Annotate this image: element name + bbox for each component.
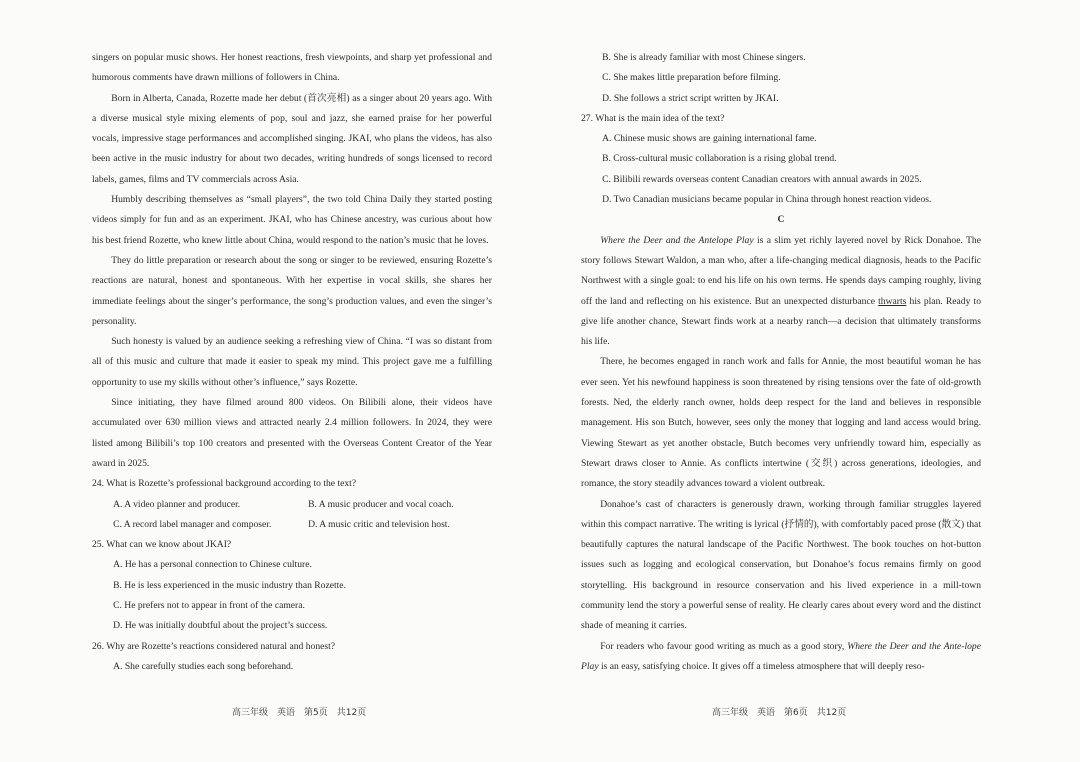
passage-b-paragraph-1: singers on popular music shows. Her honest reactions, fresh viewpoints, and sharp yet professional and humorous comments have drawn millions of followers in China. — [92, 52, 492, 84]
section-heading-c: C — [777, 214, 785, 226]
question-25: 25. What can we know about JKAI? — [92, 539, 232, 551]
question-24-options-ab — [92, 495, 492, 515]
book-title-repeat: Where the Deer and the Ante-lope Play — [581, 640, 981, 672]
question-26-option-b: B. She is already familiar with most Chinese singers. — [602, 52, 806, 63]
book-title: Where the Deer and the Antelope Play — [600, 234, 754, 246]
page-footer-right: 高三年级 英语 第6页 共12页 — [712, 708, 847, 718]
passage-b-paragraph-5: Such honesty is valued by an audience seeking a refreshing view of China. “I was so distant from all of this music and culture that made it easier to speak my mind. This project gave me a fulfilling opportunity to use my skills without other’s influence,” says Rozette. — [92, 336, 492, 388]
question-24-option-b: B. A music producer and vocal coach. — [308, 498, 454, 510]
passage-c-paragraph-1 — [581, 231, 981, 353]
question-25-option-d: D. He was initially doubtful about the project’s success. — [113, 620, 328, 632]
question-27-option-a: A. Chinese music shows are gaining international fame. — [602, 133, 817, 145]
passage-c-paragraph-2: There, he becomes engaged in ranch work and falls for Annie, the most beautiful woman he has ever seen. Yet his newfound happiness is soon threatened by rising tensions over the fate of old-growth forests. Ned, the elderly ranch owner, holds deep respect for the land and believes in responsible management. His son Butch, however, sees only the money that logging and land access would bring. Viewing Stewart as yet another obstacle, Butch becomes very unfriendly toward him, especially as Stewart draws closer to Annie. As conflicts intertwine (交织) across generations, ideologies, and romance, the story steadily advances toward a violent outbreak. — [581, 356, 981, 490]
passage-c-paragraph-1-end: his plan. Ready to give life another chance, Stewart finds work at a nearby ranch—a decision that ultimately transforms his life. — [581, 295, 981, 348]
left-page-column — [92, 48, 492, 677]
passage-b-paragraph-2: Born in Alberta, Canada, Rozette made her debut (首次亮相) as a singer about 20 years ago. With a diverse musical style mixing elements of pop, soul and jazz, she earned praise for her powerful vocals, impressive stage performances and accomplished singing. JKAI, who plans the videos, has also been active in the music industry for about two decades, writing hundreds of songs licensed to record labels, games, films and TV commercials across Asia. — [92, 92, 492, 185]
question-26-option-c: C. She makes little preparation before filming. — [602, 72, 781, 84]
underlined-word: thwarts — [878, 295, 907, 307]
passage-c-paragraph-4 — [581, 637, 981, 678]
question-26-option-a: A. She carefully studies each song beforehand. — [113, 660, 294, 672]
page-footer-left: 高三年级 英语 第5页 共12页 — [232, 708, 367, 718]
question-27-option-c: C. Bilibili rewards overseas content Canadian creators with annual awards in 2025. — [602, 173, 922, 185]
question-26-option-d: D. She follows a strict script written by JKAI. — [602, 92, 779, 104]
question-25-option-a: A. He has a personal connection to Chinese culture. — [113, 559, 312, 571]
question-26: 26. Why are Rozette’s reactions considered natural and honest? — [92, 640, 336, 652]
question-24-option-c: C. A record label manager and composer. — [113, 518, 272, 530]
passage-b-paragraph-3: Humbly describing themselves as “small players”, the two told China Daily they started posting videos simply for fun and as an experiment. JKAI, who has Chinese ancestry, was curious about how his best friend Rozette, who knew little about China, would respond to the nation’s music that he loves. — [92, 194, 492, 246]
passage-c-paragraph-1-text: is a slim yet richly layered novel by Rick Donahoe. The story follows Stewart Waldon, a man who, after a life-changing medical diagnosis, heads to the Pacific Northwest with a single goal: to end his life on his own terms. He spends days camping roughly, living off the land and reflecting on his existence. But an unexpected disturbance — [581, 234, 981, 307]
passage-c-paragraph-4-start: For readers who favour good writing as much as a good story, — [600, 640, 848, 652]
question-24-option-a: A. A video planner and producer. — [113, 498, 241, 510]
question-25-option-b: B. He is less experienced in the music industry than Rozette. — [113, 579, 346, 591]
right-page-column — [581, 48, 981, 677]
question-24: 24. What is Rozette’s professional background according to the text? — [92, 478, 357, 490]
passage-b-paragraph-6: Since initiating, they have filmed around 800 videos. On Bilibili alone, their videos have accumulated over 630 million views and attracted nearly 2.4 million followers. In 2024, they were listed among Bilibili’s top 100 creators and presented with the Overseas Content Creator of the Year award in 2025. — [92, 397, 492, 469]
passage-c-paragraph-3: Donahoe’s cast of characters is generously drawn, working through familiar struggles layered within this compact narrative. The writing is lyrical (抒情的), with comfortably paced prose (散文) that beautifully captures the natural landscape of the Pacific Northwest. The book touches on hot-button issues such as logging and ecological conservation, but Donahoe’s focus remains firmly on good storytelling. His background in resource conservation and his lived experience in a mill-town community lend the story a powerful sense of reality. He clearly cares about every word and the distinct shade of meaning it carries. — [581, 498, 981, 632]
question-25-option-c: C. He prefers not to appear in front of the camera. — [113, 600, 305, 612]
question-27-option-d: D. Two Canadian musicians became popular in China through honest reaction videos. — [602, 194, 932, 206]
question-24-options-cd — [92, 515, 492, 535]
question-27: 27. What is the main idea of the text? — [581, 112, 725, 124]
passage-b-paragraph-4: They do little preparation or research about the song or singer to be reviewed, ensuring Rozette’s reactions are natural, honest and spontaneous. With her expertise in vocal skills, she shares her immediate feelings about the singer’s performance, the song’s production values, and even the singer’s personality. — [92, 254, 492, 327]
question-24-option-d: D. A music critic and television host. — [308, 518, 450, 530]
passage-c-paragraph-4-end: is an easy, satisfying choice. It gives off a timeless atmosphere that will deeply reso- — [598, 660, 925, 672]
question-27-option-b: B. Cross-cultural music collaboration is a rising global trend. — [602, 153, 837, 165]
